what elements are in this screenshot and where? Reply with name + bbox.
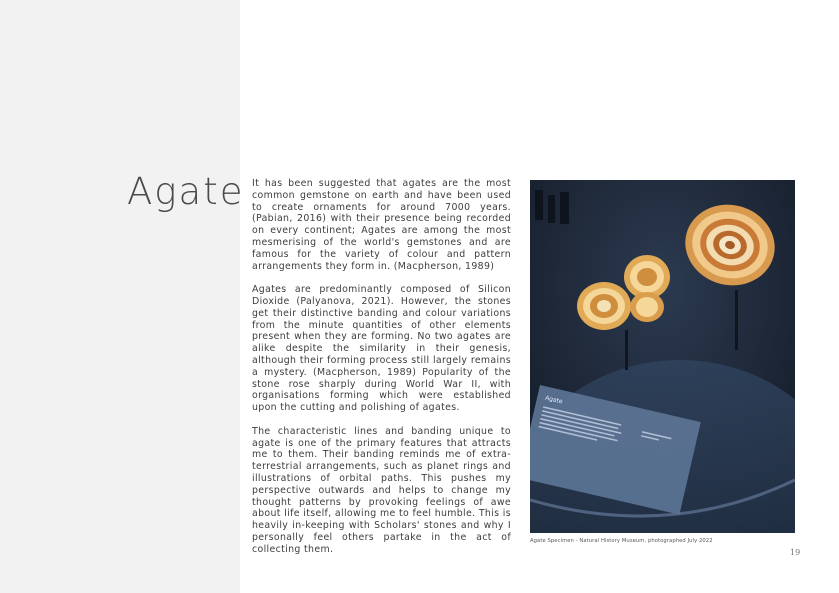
paragraph-2: Agates are predominantly composed of Silicon Dioxide (Palyanova, 2021). However, the stones get their distinctive banding and colour variations from the minute quantities of other elements present when they are forming. No two agates are alike despite the similarity in their genesis, although their forming process still largely remains a mystery. (Macpherson, 1989) Popularity of the stone rose sharply during World War II, with organisations forming which were established upon the cutting and polishing of agates. [252,284,511,414]
agate-specimen-photo [530,180,795,533]
body-text [252,178,511,567]
sign-title: Agate [544,394,564,406]
side-panel [0,0,240,593]
paragraph-1: It has been suggested that agates are the most common gemstone on earth and have been used to create ornaments for around 7000 years. (Pabian, 2016) with their presence being recorded on every continent; Agates are among the most mesmerising of the world's gemstones and are famous for the variety of colour and pattern arrangements they form in. (Macpherson, 1989) [252,178,511,272]
page-title: Agate [127,170,245,213]
paragraph-3: The characteristic lines and banding unique to agate is one of the primary features that attracts me to them. Their banding reminds me of extra-terrestrial arrangements, such as planet rings and illustrations of orbital paths. This pushes my perspective outwards and helps to change my thought patterns by provoking feelings of awe about life itself, allowing me to feel humble. This is heavily in-keeping with Scholars' stones and why I personally feel others partake in the act of collecting them. [252,425,511,555]
page-number: 19 [790,548,801,557]
photo-caption: Agate Specimen - Natural History Museum, photographed July 2022 [530,538,713,544]
